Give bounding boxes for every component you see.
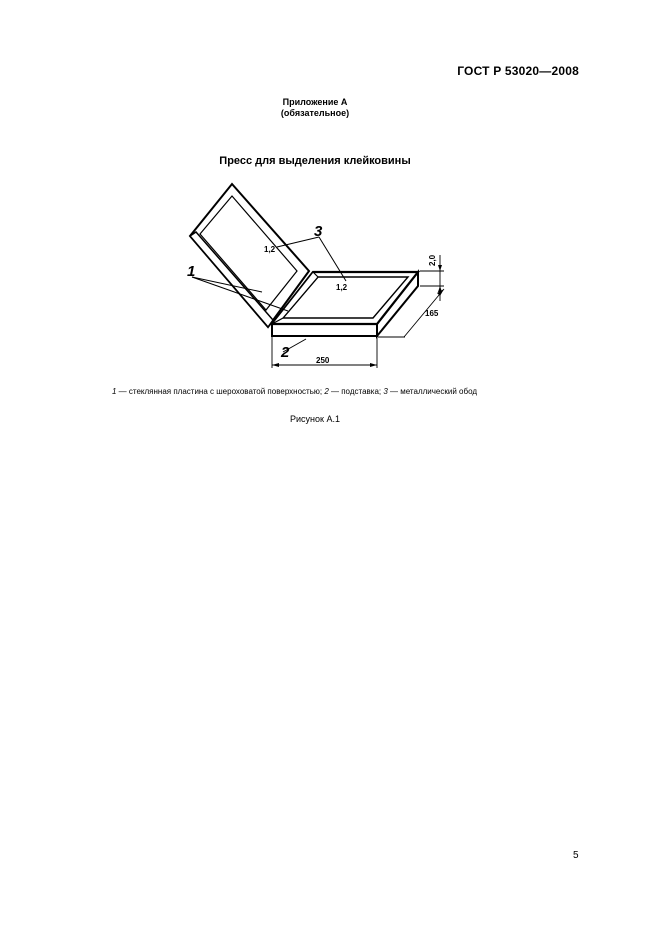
appendix-status: (обязательное): [280, 108, 350, 118]
legend-number-2: 2: [324, 387, 329, 396]
figure-legend: [112, 387, 477, 396]
dim-width: 165: [425, 309, 439, 318]
document-code: ГОСТ Р 53020—2008: [457, 64, 579, 78]
appendix-title: Приложение А: [282, 97, 348, 107]
legend-text-2: — подставка;: [328, 387, 384, 396]
dim-length: 250: [316, 356, 330, 365]
legend-number-3: 3: [383, 387, 388, 396]
callout-2: 2: [281, 344, 290, 361]
figure-title: Пресс для выделения клейковины: [219, 155, 411, 167]
legend-number-1: 1: [112, 387, 117, 396]
figure-caption: Рисунок А.1: [290, 414, 340, 424]
callout-1: 1: [187, 263, 196, 280]
dim-top-rim-thickness: 1,2: [264, 245, 276, 254]
dim-height: 2,0: [428, 254, 437, 266]
legend-text-3: — металлический обод: [387, 387, 478, 396]
dim-base-rim-thickness: 1,2: [336, 283, 348, 292]
page-number: 5: [573, 850, 579, 861]
legend-text-1: — стеклянная пластина с шероховатой поверхностью;: [116, 387, 325, 396]
callout-3: 3: [314, 223, 323, 240]
